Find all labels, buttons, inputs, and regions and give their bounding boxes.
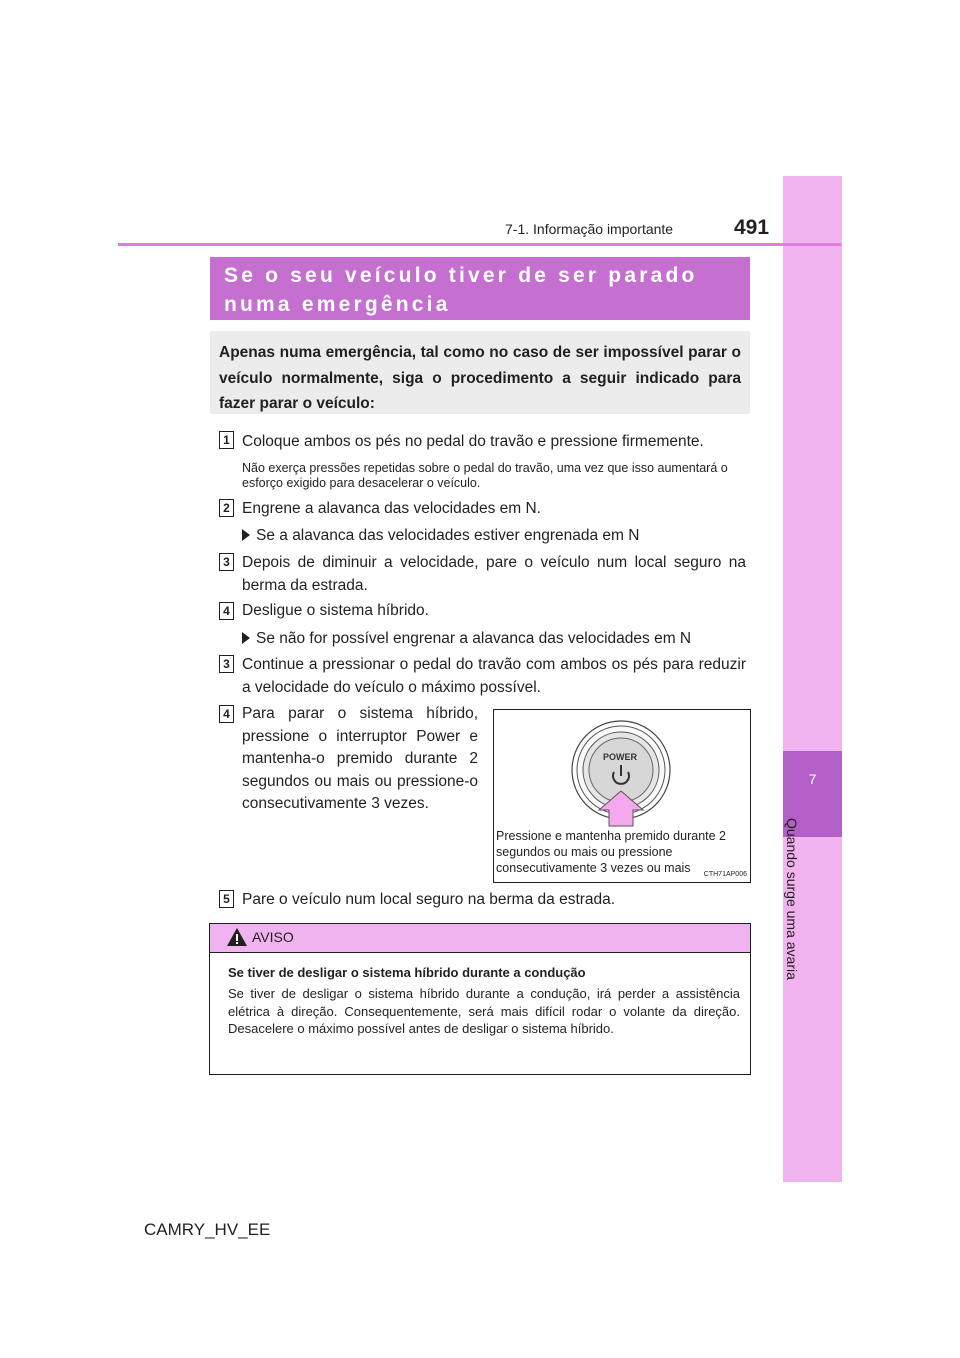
warning-triangle-icon: [226, 927, 248, 947]
step-text: Pare o veículo num local seguro na berma da estrada.: [242, 891, 616, 908]
step-number: 5: [219, 890, 234, 908]
header-rule: [118, 243, 841, 246]
warning-label: AVISO: [252, 929, 294, 945]
subheading-text: Se a alavanca das velocidades estiver engrenada em N: [256, 527, 640, 544]
warning-header: [210, 924, 750, 953]
step-number: 4: [219, 705, 234, 723]
step-number: 2: [219, 499, 234, 517]
intro-text: Apenas numa emergência, tal como no caso de ser impossível parar o veículo normalmente, siga o procedimento a seguir indicado para fazer parar o veículo:: [219, 344, 741, 412]
arrow-icon: [242, 632, 250, 644]
step-number: 3: [219, 553, 234, 571]
step-text: Engrene a alavanca das velocidades em N.: [242, 500, 541, 517]
title-banner: [210, 257, 750, 320]
step-text: Depois de diminuir a velocidade, pare o veículo num local seguro na berma da estrada.: [242, 554, 746, 594]
figure-caption: Pressione e mantenha premido durante 2 segundos ou mais ou pressione consecutivamente 3 vezes ou mais: [496, 829, 727, 875]
subheading-text: Se não for possível engrenar a alavanca das velocidades em N: [256, 630, 692, 647]
step-note: Não exerça pressões repetidas sobre o pedal do travão, uma vez que isso aumentará o esforço exigido para desacelerar o veículo.: [242, 461, 728, 490]
step-number: 4: [219, 602, 234, 620]
section-title: 7-1. Informação importante: [505, 221, 674, 237]
page-number: 491: [734, 216, 770, 239]
step-text: Para parar o sistema híbrido, pressione o interruptor Power e mantenha-o premido durante 2 segundos ou mais ou pressione-o consecutivamente 3 vezes.: [242, 705, 478, 812]
power-switch-figure: [493, 709, 751, 883]
warning-title: Se tiver de desligar o sistema híbrido durante a condução: [228, 965, 586, 980]
step-number: 1: [219, 431, 234, 449]
step-text: Continue a pressionar o pedal do travão com ambos os pés para reduzir a velocidade do veículo o máximo possível.: [242, 656, 746, 696]
page-title: Se o seu veículo tiver de ser parado numa emergência: [224, 264, 698, 316]
intro-box: [210, 331, 750, 414]
chapter-side-tab: [783, 176, 842, 1182]
step-text: Coloque ambos os pés no pedal do travão e pressione firmemente.: [242, 433, 704, 450]
step-number: 3: [219, 655, 234, 673]
arrow-icon: [242, 529, 250, 541]
chapter-number: 7: [808, 771, 817, 787]
step-text: Desligue o sistema híbrido.: [242, 602, 429, 619]
subheading: [242, 627, 691, 650]
figure-code: CTH71AP006: [703, 871, 747, 878]
chapter-title: Quando surge uma avaria: [784, 818, 800, 980]
warning-box: [209, 923, 751, 1075]
subheading: [242, 524, 639, 547]
power-label: POWER: [603, 752, 638, 762]
warning-text: Se tiver de desligar o sistema híbrido durante a condução, irá perder a assistência elétrica à direção. Consequentemente, será mais difícil rodar o volante da direção. Desacelere o máximo possível antes de desligar o sistema híbrido.: [228, 986, 740, 1036]
document-code: CAMRY_HV_EE: [144, 1220, 271, 1239]
power-button-icon: [566, 718, 676, 828]
